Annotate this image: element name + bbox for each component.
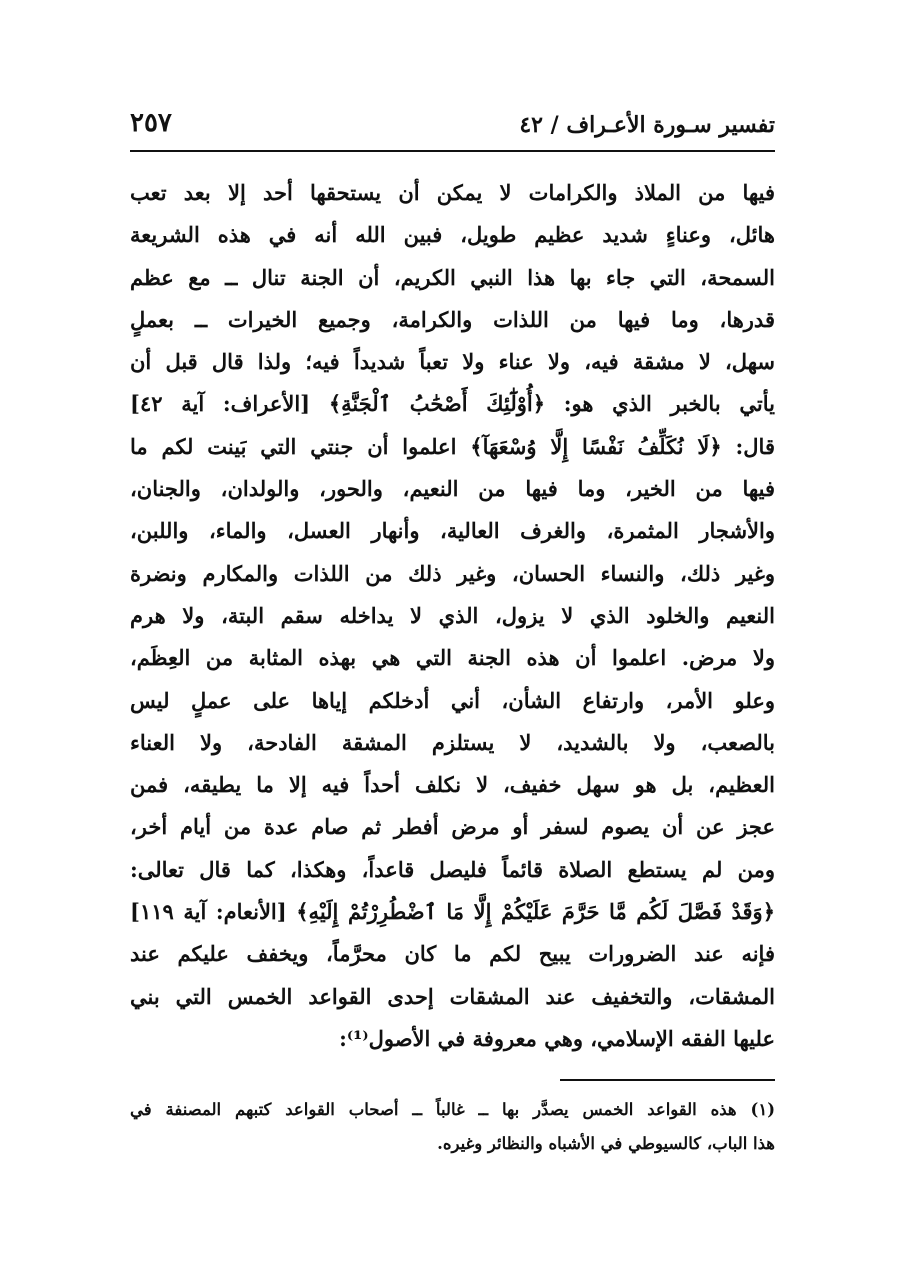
text-line: والأشجار المثمرة، والغرف العالية، وأنهار العسل، والماء، واللبن، [130,518,775,544]
text-line: فيها من الملاذ والكرامات لا يمكن أن يستحقها أحد إلا بعد تعب [130,180,775,205]
text-line: قال: ﴿لَا نُكَلِّفُ نَفْسًا إِلَّا وُسْعَهَآ﴾ اعلموا أن جنتي التي بَينت لكم ما [130,433,775,459]
text-line: ولا مرض. اعلموا أن هذه الجنة التي هي بهذه المثابة من العِظَم، [130,645,775,671]
text-line: ﴿وَقَدْ فَصَّلَ لَكُم مَّا حَرَّمَ عَلَيْكُمْ إِلَّا مَا ٱضْطُرِرْتُمْ إِلَيْهِ﴾ [الأنعام: آية ١١٩] [130,899,775,925]
text-line: النعيم والخلود الذي لا يزول، الذي لا يداخله سقم البتة، ولا هرم [130,602,775,628]
text-line: وغير ذلك، والنساء الحسان، وغير ذلك من اللذات والمكارم ونضرة [130,560,775,586]
text-line: فيها من الخير، وما فيها من النعيم، والحور، والولدان، والجنان، [130,476,775,502]
header-divider [130,150,775,152]
footnote-line: (١) هذه القواعد الخمس يصدَّر بها ــ غالباً ــ أصحاب القواعد كتبهم المصنفة في [130,1100,775,1119]
text-line: المشقات، والتخفيف عند المشقات إحدى القواعد الخمس التي بني [130,983,775,1009]
running-header [130,108,775,148]
text-line: عليها الفقه الإسلامي، وهي معروفة في الأصول⁽¹⁾: [339,1025,775,1051]
text-line: سهل، لا مشقة فيه، ولا عناء ولا تعباً شديداً فيه؛ ولذا قال قبل أن [130,349,775,375]
page-number: ٢٥٧ [130,108,172,138]
text-line: العظيم، بل هو سهل خفيف، لا نكلف أحداً فيه إلا ما يطيقه، فمن [130,772,775,798]
text-line: يأتي بالخبر الذي هو: ﴿أُوْلَٰٓئِكَ أَصْحَٰبُ ٱلْجَنَّةِ﴾ [الأعراف: آية ٤٢] [130,391,775,417]
text-line: السمحة، التي جاء بها هذا النبي الكريم، أن الجنة تنال ــ مع عظم [130,264,775,290]
text-line: وعلو الأمر، وارتفاع الشأن، أني أدخلكم إياها على عملٍ ليس [130,687,775,713]
text-line: فإنه عند الضرورات يبيح لكم ما كان محرَّماً، ويخفف عليكم عند [130,941,775,967]
footnote-line: هذا الباب، كالسيوطي في الأشباه والنظائر وغيره. [437,1134,775,1153]
text-line: هائل، وعناءٍ شديد عظيم طويل، فبين الله أنه في هذه الشريعة [130,222,775,248]
footnotes [130,1093,775,1161]
main-text [130,172,775,1060]
header-title: تفسير سـورة الأعـراف / ٤٢ [519,112,775,138]
footnote-divider [560,1079,775,1081]
text-line: ومن لم يستطع الصلاة قائماً فليصل قاعداً، وهكذا، كما قال تعالى: [130,856,775,882]
text-line: بالصعب، ولا بالشديد، لا يستلزم المشقة الفادحة، ولا العناء [130,729,775,755]
text-line: قدرها، وما فيها من اللذات والكرامة، وجميع الخيرات ــ بعملٍ [130,306,775,332]
text-line: عجز عن أن يصوم لسفر أو مرض أفطر ثم صام عدة من أيام أخر، [130,814,775,840]
